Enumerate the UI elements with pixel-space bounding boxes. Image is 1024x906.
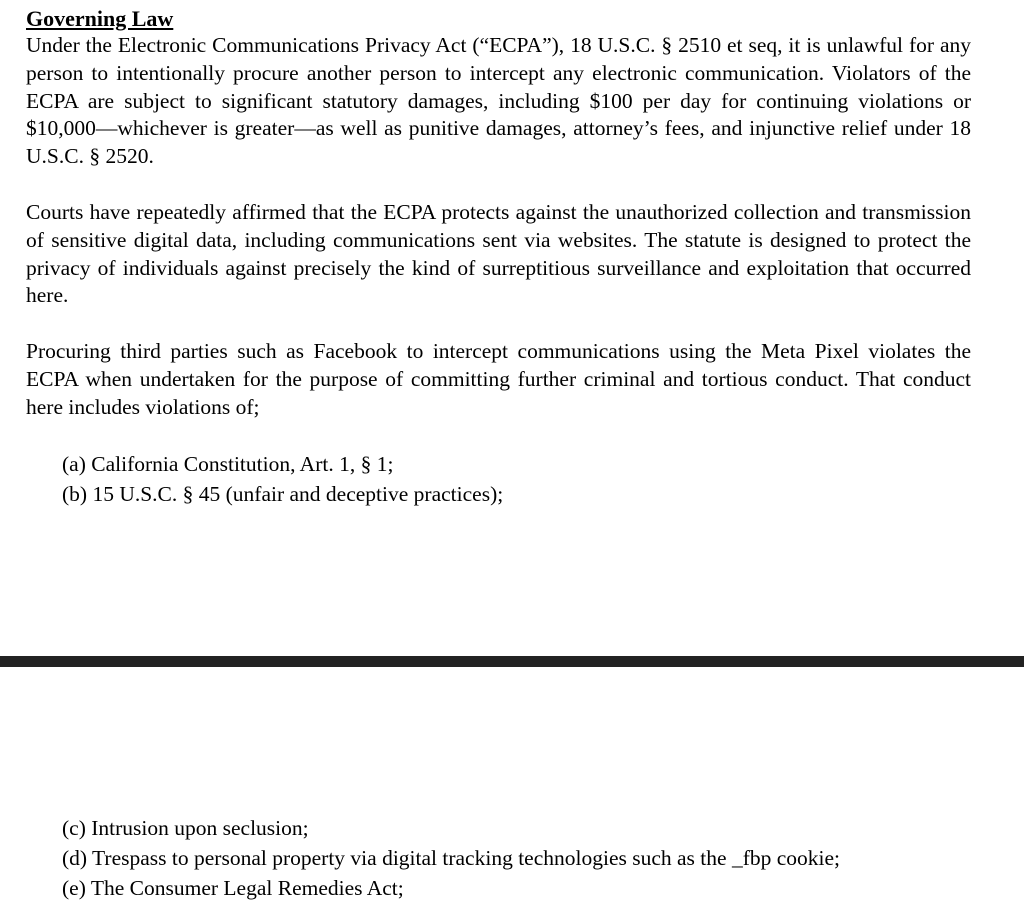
page-one-content	[26, 6, 971, 509]
paragraph-courts-affirmed: Courts have repeatedly affirmed that the ECPA protects against the unauthorized collection and transmission of sensitive digital data, including communications sent via websites. The statute is designed to protect the privacy of individuals against precisely the kind of surreptitious surveillance and exploitation that occurred here.	[26, 199, 971, 308]
section-heading: Governing Law	[26, 6, 174, 31]
paragraph-spacer	[26, 310, 971, 338]
list-item-c: (c) Intrusion upon seclusion;	[62, 816, 309, 840]
list-item-e: (e) The Consumer Legal Remedies Act;	[62, 876, 404, 900]
list-item-b: (b) 15 U.S.C. § 45 (unfair and deceptive practices);	[62, 481, 504, 506]
list-item-d: (d) Trespass to personal property via digital tracking technologies such as the _fbp cookie;	[62, 846, 841, 870]
violations-list-top	[26, 449, 971, 509]
paragraph-spacer	[26, 171, 971, 199]
list-spacer	[26, 422, 971, 449]
paragraph-procuring-third-parties: Procuring third parties such as Facebook to intercept communications using the Meta Pixel violates the ECPA when undertaken for the purpose of committing further criminal and tortious conduct. That conduct here includes violations of;	[26, 339, 971, 419]
violations-list-bottom	[62, 813, 1012, 903]
page-two-content	[62, 813, 1012, 903]
paragraph-ecpa-overview: Under the Electronic Communications Privacy Act (“ECPA”), 18 U.S.C. § 2510 et seq, it is unlawful for any person to intentionally procure another person to intercept any electronic communication. Violators of the ECPA are subject to significant statutory damages, including $100 per day for continuing violations or $10,000—whichever is greater—as well as punitive damages, attorney’s fees, and injunctive relief under 18 U.S.C. § 2520.	[26, 33, 971, 169]
page-break-divider	[0, 656, 1024, 667]
list-item-a: (a) California Constitution, Art. 1, § 1;	[62, 451, 394, 476]
